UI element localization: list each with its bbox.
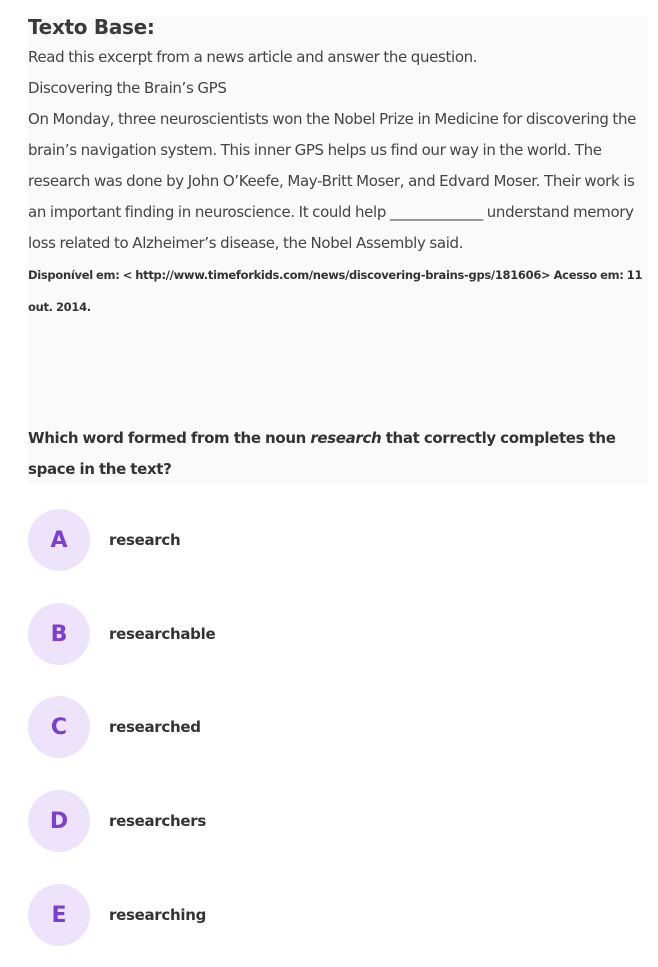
question-suffix: that correctly completes the space in the text? (28, 429, 616, 478)
question-text (28, 423, 650, 485)
instruction-text: Read this excerpt from a news article and answer the question. (28, 48, 478, 66)
option-d-letter[interactable]: D (28, 790, 90, 852)
option-c[interactable] (28, 696, 648, 758)
option-b-letter[interactable]: B (28, 603, 90, 665)
article-headline: Discovering the Brain’s GPS (28, 79, 227, 97)
option-a-letter[interactable]: A (28, 509, 90, 571)
article-paragraph: On Monday, three neuroscientists won the Nobel Prize in Medicine for discovering the brain’s navigation system. This inner GPS helps us find our way in the world. The research was done by John O’Keefe, May-Britt Moser, and Edvard Moser. Their work is an important finding in neuroscience. It could help _____________ understand memory loss related to Alzheimer’s disease, the Nobel Assembly said. (28, 110, 637, 252)
option-c-text[interactable]: researched (109, 718, 201, 736)
page-title: Texto Base: (28, 15, 155, 39)
source-citation: Disponível em: < http://www.timeforkids.com/news/discovering-brains-gps/181606> Acesso em: 11 out. 2014. (28, 268, 643, 314)
option-b-text[interactable]: researchable (109, 625, 216, 643)
question-prefix: Which word formed from the noun (28, 429, 311, 447)
option-d[interactable] (28, 790, 648, 852)
option-b[interactable] (28, 603, 648, 665)
option-e-text[interactable]: researching (109, 906, 207, 924)
option-a-text[interactable]: research (109, 531, 181, 549)
question-emphasis: research (310, 429, 382, 447)
option-e-letter[interactable]: E (28, 884, 90, 946)
base-text (28, 42, 650, 323)
option-c-letter[interactable]: C (28, 696, 90, 758)
option-e[interactable] (28, 884, 648, 946)
option-a[interactable] (28, 509, 648, 571)
option-d-text[interactable]: researchers (109, 812, 206, 830)
